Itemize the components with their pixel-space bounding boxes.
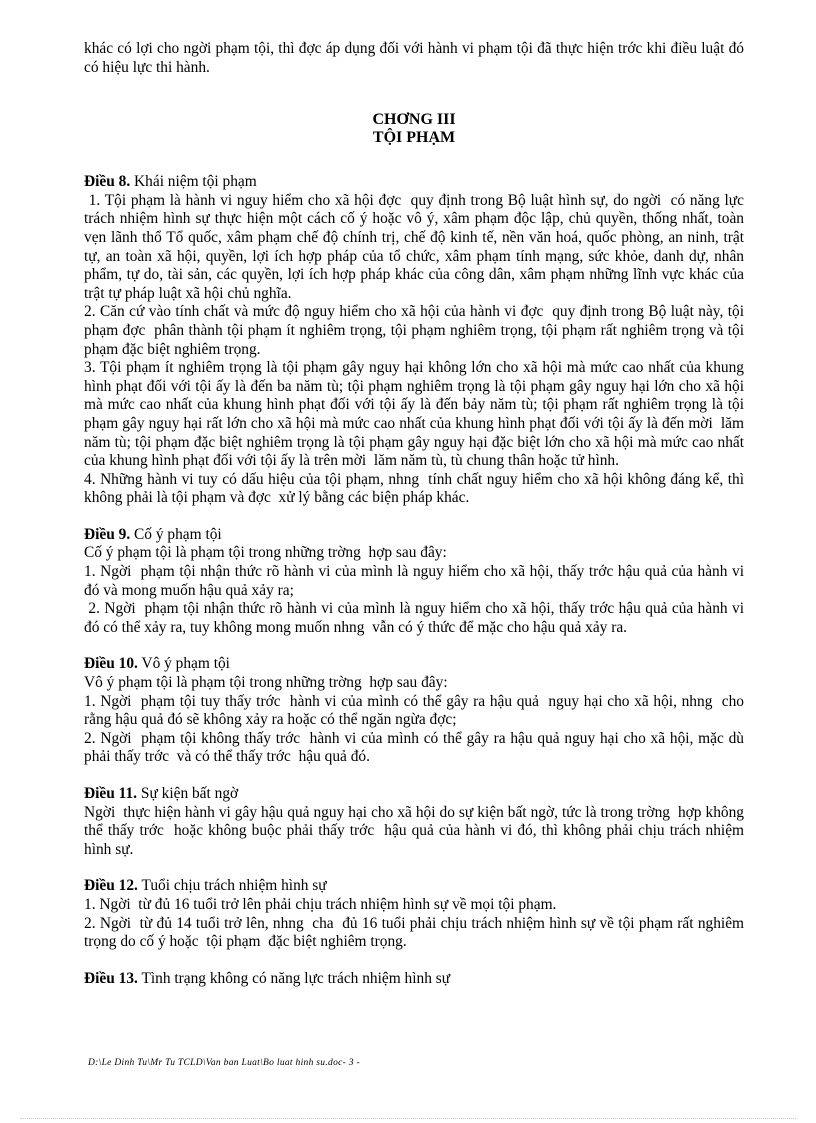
article-paragraph: 2. Ngời phạm tội nhận thức rõ hành vi của mình là nguy hiểm cho xã hội, thấy trớc hậu quả của hành vi đó có thể xảy ra, tuy không mong muốn nhng vẫn có ý thức để mặc cho hậu quả xảy ra.: [84, 600, 748, 636]
intro-paragraph: khác có lợi cho ngời phạm tội, thì đợc áp dụng đối với hành vi phạm tội đã thực hiện trớc khi điều luật đó có hiệu lực thi hành.: [84, 40, 744, 76]
article-heading: [84, 970, 744, 989]
article-heading: [84, 655, 744, 674]
article-paragraph: 1. Tội phạm là hành vi nguy hiểm cho xã hội đợc quy định trong Bộ luật hình sự, do ngời có năng lực trách nhiệm hình sự thực hiện một cách cố ý hoặc vô ý, xâm phạm độc lập, chủ quyền, thống nhất, toàn vẹn lãnh thổ Tổ quốc, xâm phạm chế độ chính trị, chế độ kinh tế, nền văn hoá, quốc phòng, an ninh, trật tự, an toàn xã hội, quyền, lợi ích hợp pháp của tổ chức, xâm phạm tính mạng, sức khỏe, danh dự, nhân phẩm, tự do, tài sản, các quyền, lợi ích hợp pháp khác của công dân, xâm phạm những lĩnh vực khác của trật tự pháp luật xã hội chủ nghĩa.: [84, 191, 748, 302]
article-heading: [84, 173, 744, 192]
article-number: Điều 11.: [84, 785, 138, 802]
article-title: Khái niệm tội phạm: [134, 173, 257, 191]
article-title: Sự kiện bất ngờ: [140, 785, 239, 802]
article-paragraph: 3. Tội phạm ít nghiêm trọng là tội phạm gây nguy hại không lớn cho xã hội mà mức cao nhất của khung hình phạt đối với tội ấy là đến ba năm tù; tội phạm nghiêm trọng là tội phạm gây nguy hại lớn cho xã hội mà mức cao nhất của khung hình phạt đối với tội ấy là đến bảy năm tù; tội phạm rất nghiêm trọng là tội phạm gây nguy hại rất lớn cho xã hội mà mức cao nhất của khung hình phạt đối với tội ấy là đến mời lăm năm tù; tội phạm đặc biệt nghiêm trọng là tội phạm gây nguy hại đặc biệt lớn cho xã hội mà mức cao nhất của khung hình phạt đối với tội ấy là trên mời lăm năm tù, tù chung thân hoặc tử hình.: [84, 359, 748, 470]
chapter-number: CHƠNG III: [372, 111, 456, 129]
article-paragraph: 2. Căn cứ vào tính chất và mức độ nguy hiểm cho xã hội của hành vi đợc quy định trong Bộ luật này, tội phạm đợc phân thành tội phạm ít nghiêm trọng, tội phạm nghiêm trọng, tội phạm rất nghiêm trọng và tội phạm đặc biệt nghiêm trọng.: [84, 303, 748, 358]
article-paragraph: 1. Ngời phạm tội nhận thức rõ hành vi của mình là nguy hiểm cho xã hội, thấy trớc hậu quả của hành vi đó và mong muốn hậu quả xảy ra;: [84, 563, 748, 599]
article-paragraph: 1. Ngời phạm tội tuy thấy trớc hành vi của mình có thể gây ra hậu quả nguy hại cho xã hội, nhng cho rằng hậu quả đó sẽ không xảy ra hoặc có thể ngăn ngừa đợc;: [84, 692, 748, 729]
article-title: Cố ý phạm tội: [134, 525, 222, 543]
article-section: [84, 525, 748, 638]
article-section: [84, 877, 748, 951]
article-paragraph: 2. Ngời phạm tội không thấy trớc hành vi của mình có thể gây ra hậu quả nguy hại cho xã hội, mặc dù phải thấy trớc và có thể thấy trớc hậu quả đó.: [84, 729, 748, 766]
chapter-title: TỘI PHẠM: [372, 129, 456, 147]
article-paragraph: Ngời thực hiện hành vi gây hậu quả nguy hại cho xã hội do sự kiện bất ngờ, tức là trong trờng hợp không thể thấy trớc hoặc không buộc phải thấy trớc hậu quả của hành vi đó, thì không phải chịu trách nhiệm hình sự.: [84, 803, 748, 858]
document-page: [84, 40, 748, 1006]
article-number: Điều 12.: [84, 877, 138, 895]
article-title: Vô ý phạm tội: [141, 655, 230, 673]
article-number: Điều 10.: [84, 655, 138, 673]
article-title: Tình trạng không có năng lực trách nhiệm hình sự: [141, 969, 451, 987]
file-path-footer: D:\Le Dinh Tu\Mr Tu TCLD\Van ban Luat\Bo luat hinh su.doc- 3 -: [88, 1058, 360, 1068]
article-paragraph: 2. Ngời từ đủ 14 tuổi trở lên, nhng cha đủ 16 tuổi phải chịu trách nhiệm hình sự về tội phạm rất nghiêm trọng do cố ý hoặc tội phạm đặc biệt nghiêm trọng.: [84, 914, 748, 951]
articles-list: [84, 173, 748, 988]
article-paragraph: 4. Những hành vi tuy có dấu hiệu của tội phạm, nhng tính chất nguy hiểm cho xã hội không đáng kể, thì không phải là tội phạm và đợc xử lý bằng các biện pháp khác.: [84, 470, 748, 507]
article-section: [84, 970, 744, 989]
article-heading: [84, 526, 744, 545]
article-section: [84, 655, 748, 767]
article-heading: [84, 877, 744, 896]
article-number: Điều 8.: [84, 173, 131, 191]
page-bottom-rule: [20, 1118, 796, 1119]
article-paragraph: 1. Ngời từ đủ 16 tuổi trở lên phải chịu trách nhiệm hình sự về mọi tội phạm.: [84, 895, 557, 913]
article-section: [84, 785, 748, 859]
article-title: Tuổi chịu trách nhiệm hình sự: [141, 877, 327, 895]
article-heading: [84, 785, 744, 804]
article-number: Điều 13.: [84, 969, 138, 987]
article-paragraph: Vô ý phạm tội là phạm tội trong những trờng hợp sau đây:: [84, 674, 448, 692]
article-paragraph: Cố ý phạm tội là phạm tội trong những trờng hợp sau đây:: [84, 544, 447, 562]
article-number: Điều 9.: [84, 525, 131, 543]
chapter-heading: [84, 111, 744, 147]
article-section: [84, 173, 748, 508]
